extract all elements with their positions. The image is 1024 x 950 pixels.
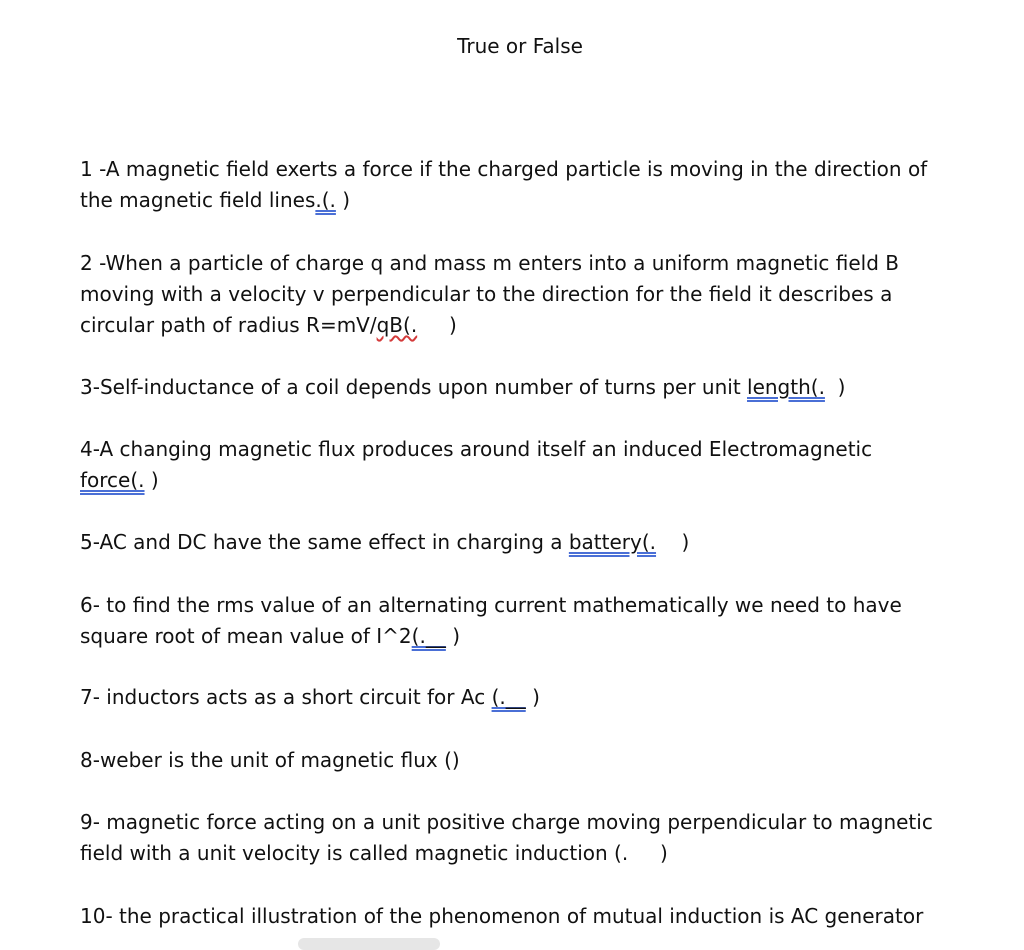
question-6-text: square root of mean value of I^2	[80, 624, 412, 648]
question-2-line-2: moving with a velocity v perpendicular to the direction for the field it describes a	[80, 282, 893, 306]
question-7-line-1	[80, 682, 970, 713]
question-4-line-2	[80, 465, 970, 496]
question-9-line-1: 9- magnetic force acting on a unit positive charge moving perpendicular to magnetic	[80, 810, 933, 834]
question-4-paren: )	[144, 468, 159, 492]
question-6-answer-blank[interactable]: (.__	[411, 624, 446, 648]
question-6-line-2	[80, 621, 970, 652]
question-4-answer-blank[interactable]: force(.	[80, 468, 145, 492]
question-1-line-1: 1 -A magnetic field exerts a force if the charged particle is moving in the direction of	[80, 157, 928, 181]
question-2-paren: )	[417, 313, 457, 337]
question-3-text: 3-Self-inductance of a coil depends upon number of turns per unit	[80, 375, 748, 399]
question-7-text: 7- inductors acts as a short circuit for Ac	[80, 685, 492, 709]
question-2-answer-blank[interactable]: qB(.	[376, 313, 418, 337]
question-9-line-2: field with a unit velocity is called magnetic induction (. )	[80, 841, 668, 865]
question-5-line-1	[80, 527, 970, 558]
question-4	[80, 434, 970, 496]
page-title: True or False	[457, 34, 583, 58]
question-5-answer-blank[interactable]: battery(.	[568, 530, 657, 554]
question-5-paren: )	[656, 530, 690, 554]
question-7-answer-blank[interactable]: (.__	[491, 685, 526, 709]
question-10	[80, 901, 970, 932]
question-5	[80, 527, 970, 558]
question-3-paren: )	[824, 375, 846, 399]
question-1-text: the magnetic field lines	[80, 188, 316, 212]
question-4-line-1: 4-A changing magnetic flux produces around itself an induced Electromagnetic	[80, 437, 873, 461]
question-1	[80, 154, 970, 216]
question-2-line-3	[80, 310, 970, 341]
horizontal-scrollbar[interactable]	[298, 938, 440, 950]
question-8	[80, 745, 970, 776]
question-10-line-1: 10- the practical illustration of the phenomenon of mutual induction is AC generator	[80, 904, 924, 928]
question-1-answer-blank[interactable]: .(.	[315, 188, 336, 212]
question-2	[80, 248, 970, 341]
question-7	[80, 682, 970, 713]
question-5-text: 5-AC and DC have the same effect in charging a	[80, 530, 569, 554]
question-3	[80, 372, 970, 403]
question-3-line-1	[80, 372, 970, 403]
question-2-text: circular path of radius R=mV/	[80, 313, 377, 337]
question-1-line-2	[80, 185, 970, 216]
question-9	[80, 807, 970, 869]
question-3-answer-blank[interactable]: length(.	[747, 375, 825, 399]
question-8-line-1: 8-weber is the unit of magnetic flux ()	[80, 748, 460, 772]
question-6-paren: )	[445, 624, 461, 648]
question-6	[80, 590, 970, 652]
question-7-paren: )	[525, 685, 540, 709]
question-1-paren: )	[335, 188, 351, 212]
question-2-line-1: 2 -When a particle of charge q and mass m enters into a uniform magnetic field B	[80, 251, 899, 275]
question-6-line-1: 6- to find the rms value of an alternating current mathematically we need to have	[80, 593, 902, 617]
